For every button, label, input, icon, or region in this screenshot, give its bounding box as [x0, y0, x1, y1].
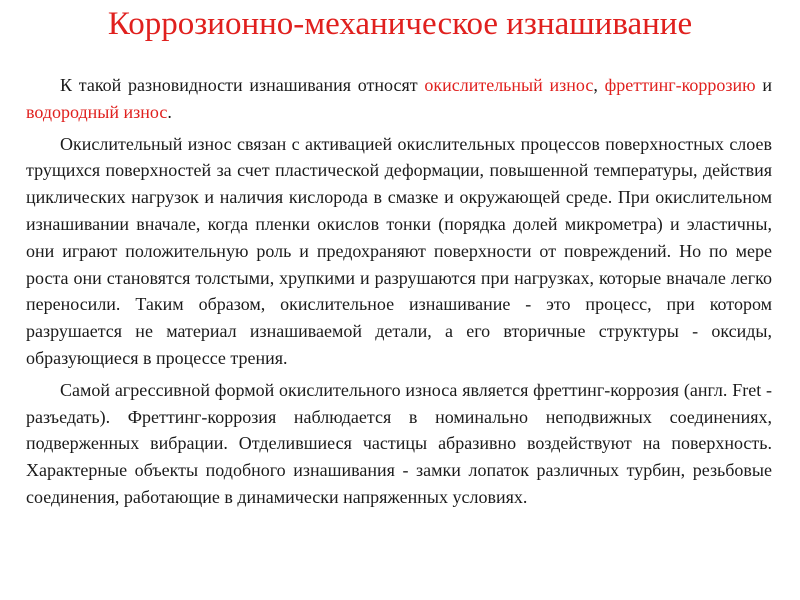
- term-oxidative-wear: окислительный износ: [424, 75, 594, 95]
- term-hydrogen-wear: водородный износ: [26, 101, 168, 122]
- intro-text-4: .: [167, 101, 172, 122]
- intro-paragraph: [26, 72, 772, 126]
- page-title: Коррозионно-механическое изнашивание: [107, 6, 693, 42]
- oxidative-wear-paragraph: Окислительный износ связан с активацией окислительных процессов поверхностных слоев трущихся поверхностей за счет пластической деформации, повышенной температуры, действия циклических нагрузок и наличия кислорода в смазке и окружающей среде. При окислительном изнашивании вначале, когда пленки окислов тонки (порядка долей микрометра) и эластичны, они играют положительную роль и предохраняют поверхности от повреждений. Но по мере роста они становятся толстыми, хрупкими и разрушаются при нагрузках, которые вначале легко переносили. Таким образом, окислительное изнашивание - это процесс, при котором разрушается не материал изнашиваемой детали, а его вторичные структуры - оксиды, образующиеся в процессе трения.: [26, 133, 772, 368]
- intro-text-3: и: [755, 75, 773, 95]
- term-fretting-corrosion: фреттинг-коррозию: [604, 75, 756, 95]
- slide-body: [26, 72, 772, 511]
- intro-text-2: ,: [593, 75, 605, 95]
- fretting-corrosion-paragraph: Самой агрессивной формой окислительного износа является фреттинг-коррозия (англ. Fret - разъедать). Фреттинг-коррозия наблюдается в номинально неподвижных соединениях, подверженных вибрации. Отделившиеся частицы абразивно воздействуют на поверхность. Характерные объекты подобного изнашивания - замки лопаток различных турбин, резьбовые соединения, работающие в динамически напряженных условиях.: [26, 379, 772, 507]
- intro-text-1: К такой разновидности изнашивания относят: [60, 75, 425, 95]
